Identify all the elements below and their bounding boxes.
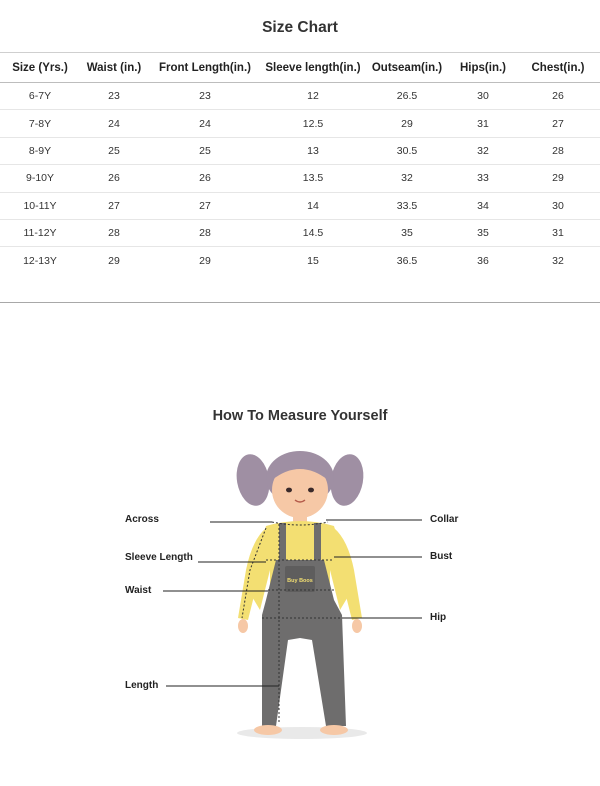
table-cell: 24 — [80, 110, 148, 137]
table-row — [0, 83, 600, 110]
label-sleeve-length: Sleeve Length — [125, 552, 193, 563]
table-row — [0, 219, 600, 246]
table-cell: 30 — [516, 192, 600, 219]
table-cell: 35 — [364, 219, 450, 246]
table-cell: 12 — [262, 83, 364, 110]
logo-text: Buy Boos — [287, 578, 313, 584]
measurement-figure — [0, 440, 600, 781]
table-cell: 30 — [450, 83, 516, 110]
table-cell: 30.5 — [364, 137, 450, 164]
label-waist: Waist — [125, 585, 152, 596]
column-header: Hips(in.) — [450, 53, 516, 83]
table-cell: 29 — [516, 165, 600, 192]
size-chart-title: Size Chart — [262, 19, 338, 36]
left-hand — [238, 619, 248, 633]
left-foot — [254, 725, 282, 735]
label-length: Length — [125, 680, 159, 691]
table-cell: 9-10Y — [0, 165, 80, 192]
table-cell: 29 — [199, 254, 211, 267]
table-cell: 34 — [450, 192, 516, 219]
column-header: Front Length(in.) — [148, 53, 262, 83]
right-hand — [352, 619, 362, 633]
table-cell: 31 — [450, 110, 516, 137]
size-table — [0, 52, 600, 274]
table-cell: 32 — [364, 165, 450, 192]
table-cell: 7-8Y — [0, 110, 80, 137]
table-cell: 12.5 — [262, 110, 364, 137]
table-cell: 31 — [516, 219, 600, 246]
column-header: Sleeve length(in.) — [262, 53, 364, 83]
table-cell: 11-12Y — [0, 219, 80, 246]
table-cell: 23 — [80, 83, 148, 110]
table-cell: 13.5 — [262, 165, 364, 192]
girl-illustration — [0, 440, 600, 781]
column-header: Outseam(in.) — [364, 53, 450, 83]
size-table-header — [0, 53, 600, 83]
table-cell: 24 — [148, 110, 262, 137]
table-cell: 27 — [148, 192, 262, 219]
table-cell: 14.5 — [262, 219, 364, 246]
table-cell: 33 — [450, 165, 516, 192]
label-across: Across — [125, 514, 159, 525]
table-cell: 29 — [108, 254, 120, 267]
table-cell: 28 — [516, 137, 600, 164]
label-collar: Collar — [430, 514, 459, 525]
left-eye — [286, 488, 292, 493]
table-cell: 35 — [450, 219, 516, 246]
table-cell: 10-11Y — [0, 192, 80, 219]
column-header: Size (Yrs.) — [0, 53, 80, 83]
table-cell: 25 — [80, 137, 148, 164]
table-cell: 26 — [148, 165, 262, 192]
table-cell: 25 — [148, 137, 262, 164]
column-header: Chest(in.) — [516, 53, 600, 83]
table-cell: 13 — [262, 137, 364, 164]
section-divider — [0, 302, 600, 303]
size-table-body — [0, 83, 600, 274]
table-row — [0, 247, 600, 274]
table-cell: 27 — [516, 110, 600, 137]
column-header: Waist (in.) — [80, 53, 148, 83]
table-cell: 14 — [262, 192, 364, 219]
table-cell: 29 — [364, 110, 450, 137]
table-row — [0, 110, 600, 137]
table-cell: 23 — [148, 83, 262, 110]
table-cell: 28 — [80, 219, 148, 246]
table-cell: 26 — [516, 83, 600, 110]
table-cell: 32 — [552, 254, 564, 267]
left-strap — [279, 523, 286, 563]
neck — [293, 514, 307, 522]
table-cell: 33.5 — [364, 192, 450, 219]
table-cell: 6-7Y — [0, 83, 80, 110]
table-cell: 27 — [80, 192, 148, 219]
measure-title: How To Measure Yourself — [212, 408, 388, 424]
right-foot — [320, 725, 348, 735]
table-cell: 15 — [307, 254, 319, 267]
table-cell: 8-9Y — [0, 137, 80, 164]
label-hip: Hip — [430, 612, 447, 623]
table-cell: 26.5 — [364, 83, 450, 110]
table-cell: 26 — [80, 165, 148, 192]
size-table-container — [0, 52, 600, 274]
right-strap — [314, 523, 321, 563]
table-cell: 36.5 — [396, 254, 418, 267]
table-cell: 28 — [148, 219, 262, 246]
table-row — [0, 137, 600, 164]
right-eye — [308, 488, 314, 493]
table-cell: 32 — [450, 137, 516, 164]
label-bust: Bust — [430, 551, 453, 562]
table-cell: 12-13Y — [23, 254, 57, 267]
table-cell: 36 — [477, 254, 489, 267]
table-row — [0, 165, 600, 192]
table-row — [0, 192, 600, 219]
